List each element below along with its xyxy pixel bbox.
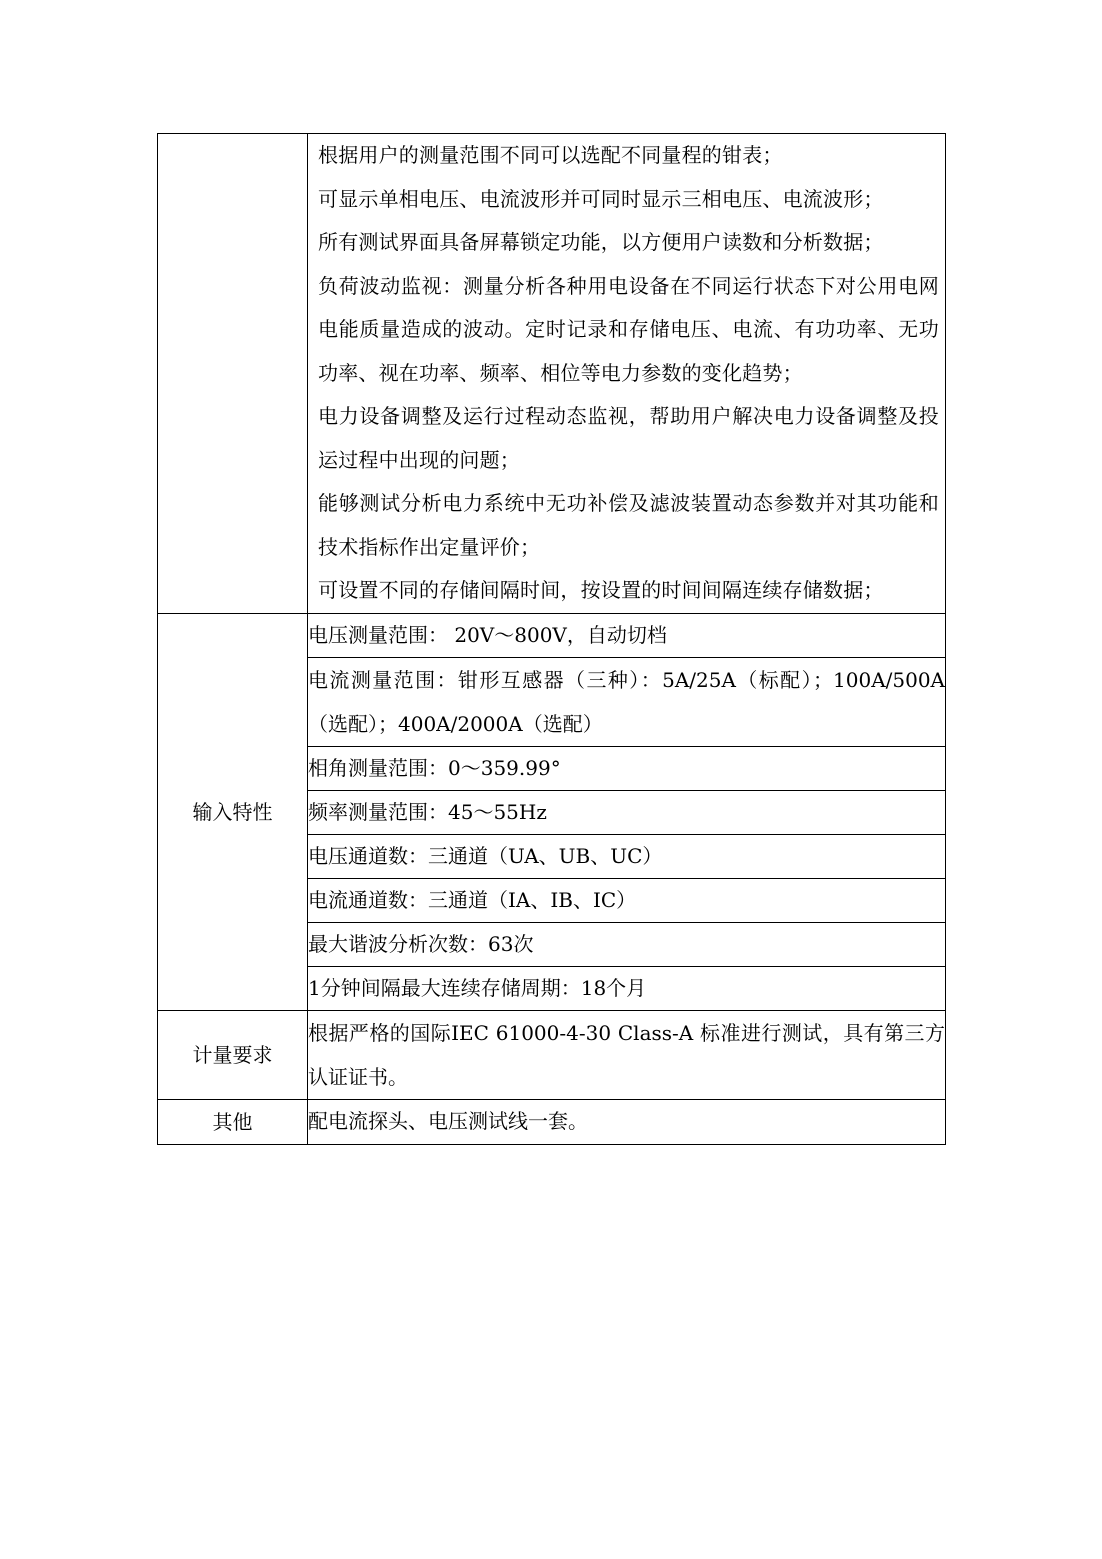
- voltage-channels: 电压通道数：三通道（UA、UB、UC）: [308, 834, 946, 878]
- others-text: 配电流探头、电压测试线一套。: [308, 1099, 946, 1144]
- function-item: 可设置不同的存储间隔时间，按设置的时间间隔连续存储数据；: [318, 578, 884, 602]
- functions-content-cell: [308, 134, 946, 614]
- input-row: [158, 613, 946, 657]
- current-range: 电流测量范围：钳形互感器（三种）：5A/25A（标配）；100A/500A（选配）；400A/2000A（选配）: [308, 657, 946, 746]
- current-channels: 电流通道数：三通道（IA、IB、IC）: [308, 878, 946, 922]
- metrology-label: 计量要求: [158, 1010, 308, 1099]
- functions-label-cell: [158, 134, 308, 614]
- frequency-range: 频率测量范围：45～55Hz: [308, 790, 946, 834]
- functions-row: [158, 134, 946, 614]
- function-item: 所有测试界面具备屏幕锁定功能，以方便用户读数和分析数据；: [318, 230, 884, 254]
- function-item: 电力设备调整及运行过程动态监视，帮助用户解决电力设备调整及投运过程中出现的问题；: [318, 404, 939, 472]
- others-label: 其他: [158, 1099, 308, 1144]
- max-harmonic-order: 最大谐波分析次数：63次: [308, 922, 946, 966]
- metrology-row: [158, 1010, 946, 1099]
- function-item: 根据用户的测量范围不同可以选配不同量程的钳表；: [318, 143, 783, 167]
- voltage-range: 电压测量范围： 20V～800V，自动切档: [308, 613, 946, 657]
- function-item: 负荷波动监视：测量分析各种用电设备在不同运行状态下对公用电网电能质量造成的波动。定时记录和存储电压、电流、有功功率、无功功率、视在功率、频率、相位等电力参数的变化趋势；: [318, 273, 939, 385]
- metrology-text: 根据严格的国际IEC 61000-4-30 Class-A 标准进行测试，具有第三方认证证书。: [308, 1010, 946, 1099]
- others-row: [158, 1099, 946, 1144]
- function-item: 能够测试分析电力系统中无功补偿及滤波装置动态参数并对其功能和技术指标作出定量评价；: [318, 491, 939, 559]
- phase-angle-range: 相角测量范围：0～359.99°: [308, 746, 946, 790]
- function-item: 可显示单相电压、电流波形并可同时显示三相电压、电流波形；: [318, 186, 884, 211]
- max-storage-period: 1分钟间隔最大连续存储周期：18个月: [308, 966, 946, 1010]
- input-characteristics-label: 输入特性: [158, 613, 308, 1010]
- spec-table: [157, 133, 946, 1145]
